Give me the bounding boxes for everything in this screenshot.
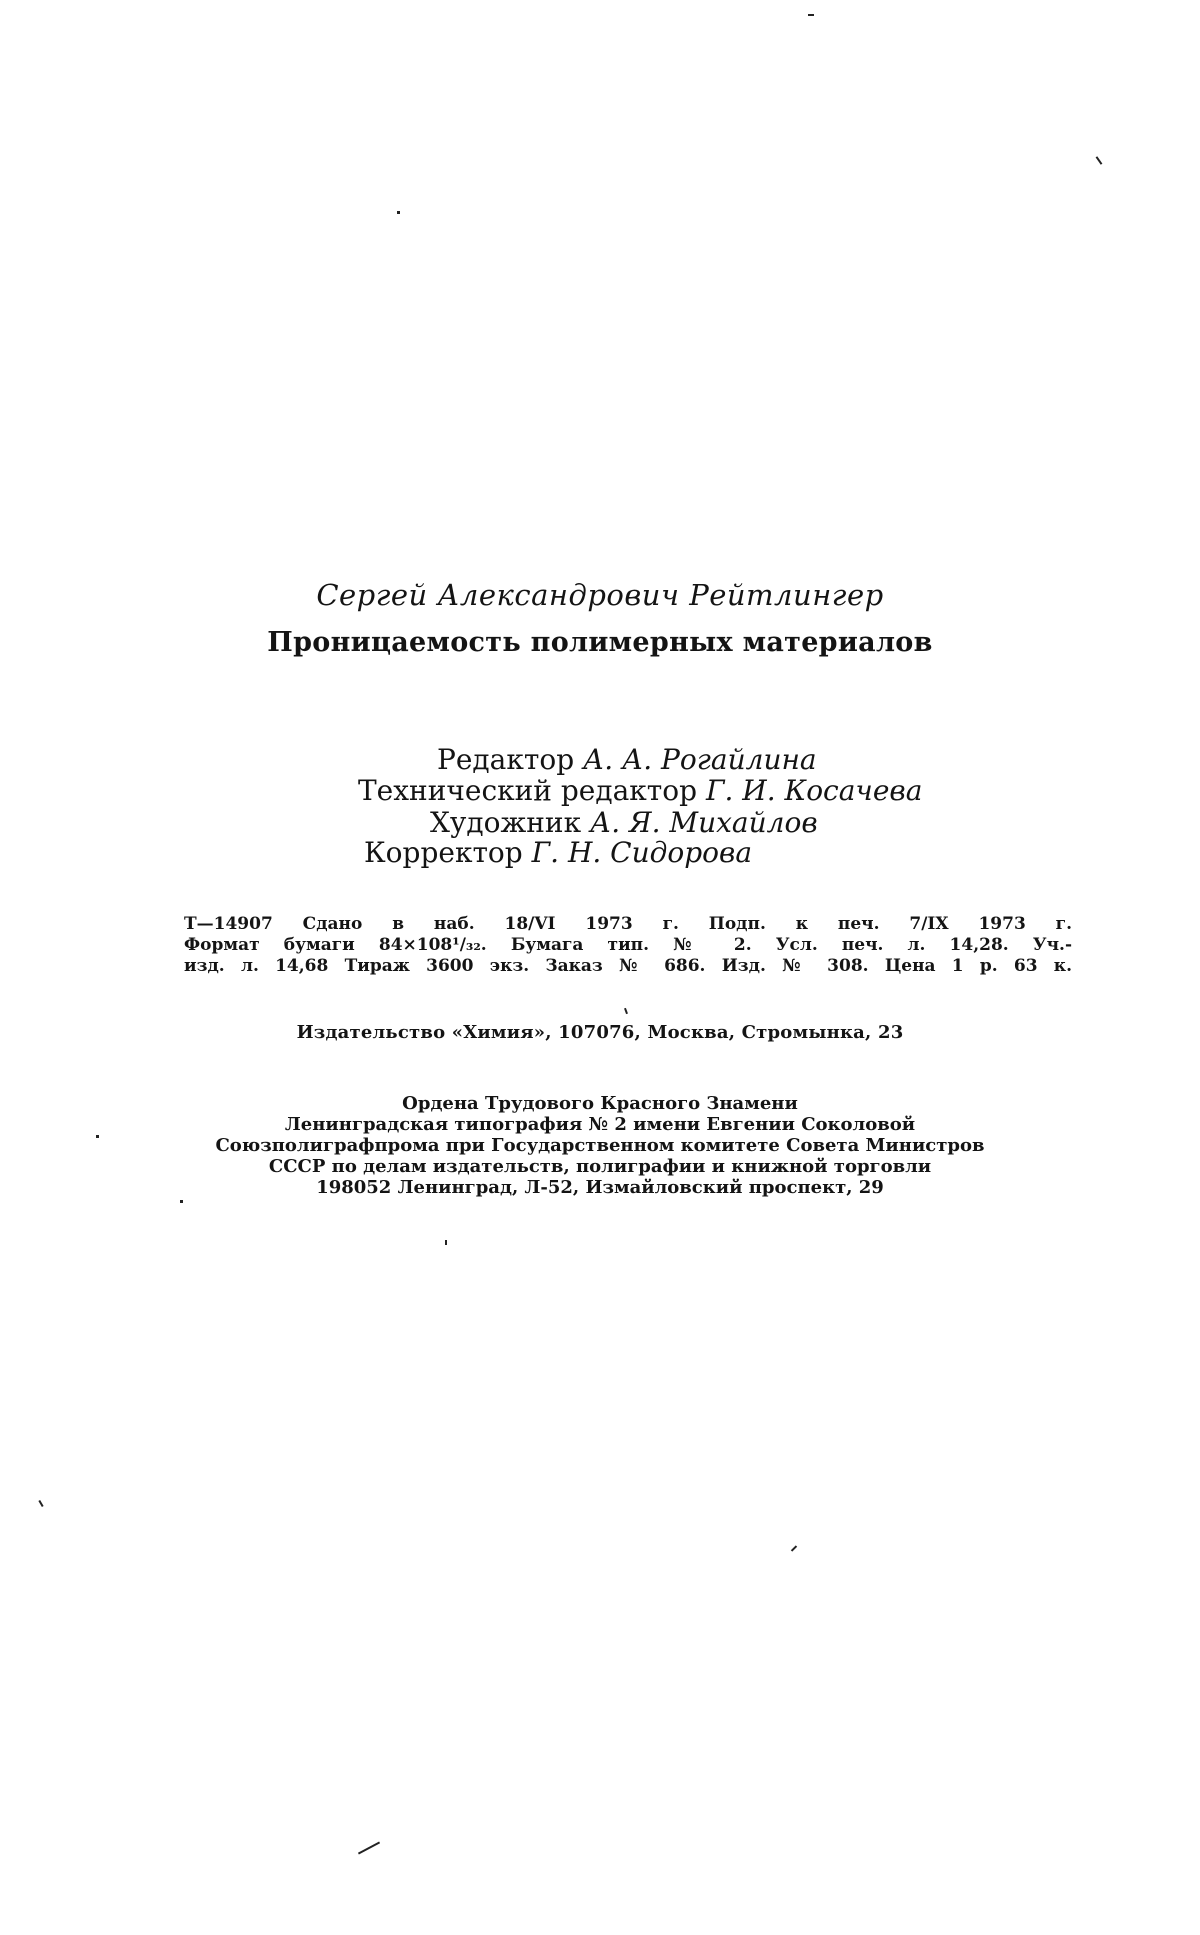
printer-line: Союзполиграфпрома при Государственном комитете Совета Министров bbox=[215, 1135, 985, 1156]
scan-speck bbox=[791, 1545, 797, 1551]
credit-technical-editor bbox=[358, 774, 922, 807]
printer-block bbox=[0, 1093, 1200, 1198]
credit-proofreader bbox=[364, 836, 752, 869]
scan-speck bbox=[96, 1135, 99, 1138]
credit-role: Художник bbox=[430, 806, 582, 839]
credit-role: Редактор bbox=[437, 743, 575, 776]
scan-speck bbox=[180, 1200, 183, 1203]
scan-speck bbox=[1096, 156, 1103, 165]
imprint-line: Формат бумаги 84×108¹/₃₂. Бумага тип. № 2. Усл. печ. л. 14,28. Уч.- bbox=[184, 935, 1072, 955]
book-title: Проницаемость полимерных материалов bbox=[267, 627, 933, 658]
printer-line: Ордена Трудового Красного Знамени bbox=[402, 1093, 798, 1114]
printer-line: СССР по делам издательств, полиграфии и книжной торговли bbox=[268, 1156, 932, 1177]
printer-line: 198052 Ленинград, Л-52, Измайловский проспект, 29 bbox=[316, 1177, 884, 1198]
scan-speck bbox=[808, 14, 814, 16]
credit-person: А. А. Рогайлина bbox=[583, 743, 817, 776]
imprint-line: Т—14907 Сдано в наб. 18/VI 1973 г. Подп. к печ. 7/IX 1973 г. bbox=[184, 914, 1072, 934]
scan-speck bbox=[38, 1500, 43, 1507]
credit-role: Технический редактор bbox=[358, 774, 698, 807]
scan-speck bbox=[445, 1240, 447, 1245]
credit-editor bbox=[437, 743, 817, 776]
credit-person: Г. Н. Сидорова bbox=[531, 836, 753, 869]
printer-line: Ленинградская типография № 2 имени Евгении Соколовой bbox=[284, 1114, 916, 1135]
credit-person: Г. И. Косачева bbox=[705, 774, 923, 807]
scan-speck bbox=[624, 1008, 628, 1014]
publisher-address: Издательство «Химия», 107076, Москва, Стромынка, 23 bbox=[296, 1022, 904, 1043]
credit-role: Корректор bbox=[364, 836, 523, 869]
credit-artist bbox=[430, 806, 818, 839]
scan-speck bbox=[358, 1841, 380, 1854]
scan-speck bbox=[397, 211, 400, 214]
imprint-line: изд. л. 14,68 Тираж 3600 экз. Заказ № 686. Изд. № 308. Цена 1 р. 63 к. bbox=[184, 956, 1072, 976]
author-name: Сергей Александрович Рейтлингер bbox=[316, 578, 884, 612]
credit-person: А. Я. Михайлов bbox=[590, 806, 818, 839]
